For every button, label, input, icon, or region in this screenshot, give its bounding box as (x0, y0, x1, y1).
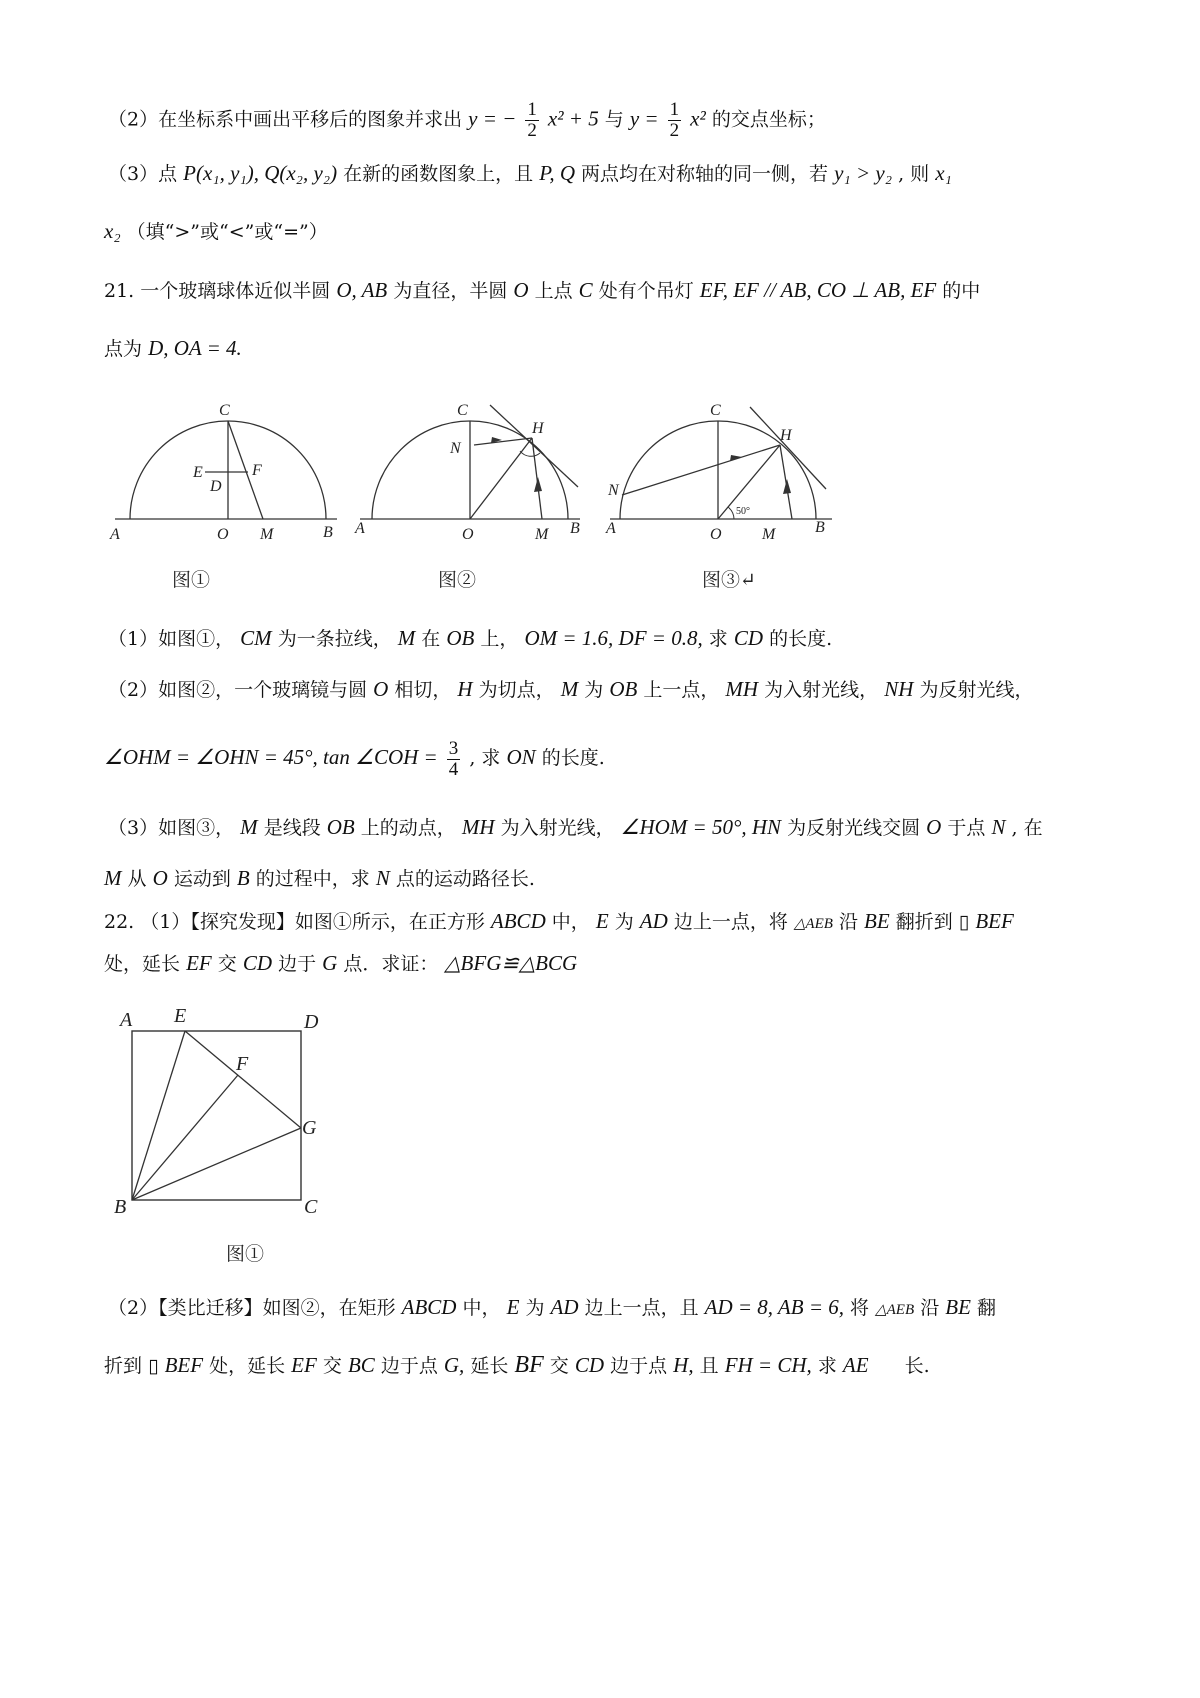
q22-p1-e: E (595, 909, 609, 933)
fig3-label-c: C (710, 402, 721, 419)
fig1-label-e: E (193, 464, 203, 481)
q22-p2-fh: FH = CH, (724, 1353, 812, 1377)
q21-p2-c: 为切点， (478, 679, 555, 701)
fig3-label-h: H (780, 427, 792, 444)
q22-p1-g: 翻折到 (895, 911, 953, 933)
q22-p1-2b: 交 (217, 953, 237, 975)
q21-p2-h2: , 求 (469, 747, 501, 769)
q21-intro-c: 上点 (534, 280, 573, 302)
q22-p1-f: 沿 (838, 911, 858, 933)
q22-p2-a: （2）【类比迁移】如图②，在矩形 (108, 1297, 396, 1319)
q22-p2-2b: 处，延长 (209, 1355, 286, 1377)
q21-intro2-math: D, OA = 4. (148, 336, 242, 360)
q21-p2-f: 为入射光线， (764, 679, 879, 701)
q21-caption-3: 图③↵ (702, 569, 756, 591)
q22-p2-2c: 交 (322, 1355, 342, 1377)
q22-p2-bef: BEF (164, 1353, 204, 1377)
q21-intro-line1 (104, 277, 980, 304)
q22-part1-line2 (104, 950, 577, 977)
q20-p2-frac1: $\frac{1}{2}$ (527, 99, 537, 141)
q22-p1-bef: BEF (975, 909, 1014, 933)
q22-p2-2h: 且 (699, 1355, 719, 1377)
q20-part2 (108, 100, 826, 141)
q22-fig-label-b: B (114, 1196, 127, 1218)
q21-p3-mh: MH (461, 815, 495, 839)
q22-p2-e2: 将 (850, 1297, 870, 1319)
fig1-label-o: O (217, 526, 229, 543)
q21-p3-d: 为入射光线， (500, 817, 615, 839)
q22-p1-d: 边上一点，将 (673, 911, 788, 933)
q21-p3-e: 为反射光线交圆 (787, 817, 921, 839)
q20-p3-text-a: （3）点 (108, 163, 178, 185)
q21-p2-ob: OB (609, 677, 638, 701)
q22-p2-2a: 折到 (104, 1355, 143, 1377)
q22-p2-be: BE (945, 1295, 971, 1319)
q21-p2-d: 为 (584, 679, 604, 701)
q22-p1-2a: 处，延长 (104, 953, 181, 975)
q21-part3-line1 (108, 814, 1043, 841)
q20-p2-frac2: $\frac{1}{2}$ (669, 99, 680, 141)
q22-p1-abcd: ABCD (490, 909, 546, 933)
q22-p1-g2: G (322, 951, 338, 975)
q21-p3-n: N (991, 815, 1006, 839)
q22-fig-label-a: A (120, 1009, 133, 1031)
q21-p3-a: （3）如图③， (108, 817, 235, 839)
q21-intro2-a: 点为 (104, 338, 143, 360)
q21-p1-e: 求 (708, 628, 728, 650)
q22-p1-c: 为 (614, 911, 634, 933)
q21-intro-e: 的中 (942, 280, 981, 302)
fig2-label-m: M (535, 526, 549, 543)
q20-p3-text-b: 在新的函数图象上，且 (343, 163, 534, 185)
q21-part2-line2 (104, 735, 605, 780)
q21-p3-m: M (240, 815, 258, 839)
q22-p2-2g: 边于点 (610, 1355, 668, 1377)
q21-p2-nh: NH (884, 677, 914, 701)
q21-p1-cd: CD (733, 626, 764, 650)
q21-p2-frac: $\frac{3}{4}$ (448, 737, 459, 780)
q21-p3-k: 点的运动路径长. (395, 868, 535, 890)
fig1-label-c: C (219, 402, 230, 419)
fig2-label-b: B (570, 520, 580, 537)
q22-p1-b: 中， (551, 911, 590, 933)
q21-p1-ob: OB (446, 626, 475, 650)
q22-p1-cong: △BFG≌△BCG (444, 951, 578, 975)
q20-p2-and: 与 (604, 108, 624, 131)
q22-p2-hpt: H, (673, 1353, 694, 1377)
q22-fig-label-f: F (236, 1053, 249, 1075)
q21-p3-j: 的过程中，求 (255, 868, 370, 890)
q20-p2-text: （2）在坐标系中画出平移后的图象并求出 (108, 108, 463, 131)
fig3-label-o: O (710, 526, 722, 543)
q22-part1-line1 (104, 908, 1014, 937)
q21-figure-3 (600, 395, 850, 555)
q22-p2-c: 为 (525, 1297, 545, 1319)
q22-caption-1: 图① (226, 1243, 265, 1265)
q21-p1-math: OM = 1.6, DF = 0.8, (524, 626, 703, 650)
q20-part3-line1 (108, 160, 952, 187)
q22-p2-math: AD = 8, AB = 6, (704, 1295, 844, 1319)
q21-p3-o2: O (152, 866, 168, 890)
q21-p3-math: ∠HOM = 50°, HN (620, 815, 782, 839)
fig1-label-d: D (210, 478, 222, 495)
q22-fig-label-d: D (304, 1011, 319, 1033)
q21-part3-line2 (104, 865, 535, 892)
q21-intro-d: 处有个吊灯 (598, 280, 694, 302)
q22-p1-ad: AD (639, 909, 668, 933)
q21-p1-f: 的长度. (769, 628, 833, 650)
q21-p3-f: 于点 (947, 817, 986, 839)
q22-p2-2i: 求 (817, 1355, 837, 1377)
fig2-label-c: C (457, 402, 468, 419)
q21-p1-c: 在 (421, 628, 441, 650)
q21-p3-b2: B (236, 866, 250, 890)
fig1-label-m: M (260, 526, 274, 543)
q22-p2-abcd: ABCD (401, 1295, 457, 1319)
q21-intro-line2 (104, 335, 242, 362)
q22-p2-g: 翻 (976, 1297, 996, 1319)
q22-p1-box: ▯ (958, 911, 970, 933)
q20-p2-eq2-post: x² (690, 106, 706, 131)
q22-p2-bf: BF (514, 1352, 544, 1378)
q22-p2-f: 沿 (920, 1297, 940, 1319)
q21-intro-o: O, AB (336, 278, 388, 302)
q21-p1-b: 为一条拉线， (277, 628, 392, 650)
q22-part2-line1 (108, 1294, 996, 1323)
fig3-label-a: A (606, 520, 616, 537)
q22-p2-d: 边上一点，且 (584, 1297, 699, 1319)
q21-intro-b: 为直径，半圆 (393, 280, 508, 302)
q22-fig-label-g: G (302, 1117, 317, 1139)
q22-p1-cd: CD (242, 951, 273, 975)
q22-p2-bc: BC (347, 1353, 375, 1377)
q20-part3-line2 (104, 218, 328, 245)
q21-p2-on: ON (506, 745, 536, 769)
fig1-label-f: F (252, 462, 262, 479)
q22-p2-ae: AE (842, 1353, 869, 1377)
q22-p2-gpt: G, (443, 1353, 465, 1377)
q21-figure-1 (105, 395, 355, 555)
q22-p2-2e: 延长 (470, 1355, 509, 1377)
q20-p3-pq: P, Q (539, 161, 575, 185)
q22-part2-line2 (104, 1352, 930, 1379)
q20-p2-eq2: y = (629, 106, 659, 131)
q21-p2-a: （2）如图②，一个玻璃镜与圆 (108, 679, 368, 701)
q21-p2-math: ∠OHM = ∠OHN = 45°, tan ∠COH = (104, 745, 438, 769)
q22-p2-b: 中， (462, 1297, 501, 1319)
q21-intro-ef: EF, EF // AB, CO ⊥ AB, EF (699, 278, 937, 302)
q22-figure-1 (108, 1005, 338, 1228)
q21-intro-o2: O (513, 278, 529, 302)
fig2-label-o: O (462, 526, 474, 543)
q22-p2-ef: EF (291, 1353, 317, 1377)
q22-p2-tri: △AEB (875, 1302, 915, 1318)
q21-p2-i: 的长度. (541, 747, 605, 769)
q20-p3-text-d: , 则 (898, 163, 930, 185)
q21-caption-2: 图② (438, 569, 477, 591)
q21-p3-i: 运动到 (173, 868, 231, 890)
q21-figure-2 (352, 395, 602, 555)
q21-caption-1: 图① (172, 569, 211, 591)
q21-p3-n2: N (375, 866, 390, 890)
q21-p2-e: 上一点， (643, 679, 720, 701)
q20-p2-eq1: y = − (468, 106, 517, 131)
q21-p2-g: 为反射光线， (919, 679, 1034, 701)
q21-p3-ob: OB (326, 815, 355, 839)
fig3-label-b: B (815, 519, 825, 536)
q21-p3-b: 是线段 (263, 817, 321, 839)
fig3-label-n: N (608, 482, 619, 499)
q22-p1-2c: 边于 (278, 953, 317, 975)
q21-p1-cm: CM (240, 626, 272, 650)
q21-p1-d: 上， (480, 628, 519, 650)
q20-p3-text-e: （填“>”或“<”或“=”） (126, 221, 328, 243)
q22-p2-2j: 长. (904, 1355, 930, 1377)
q20-p3-cond: y₁ > y₂ (834, 161, 893, 185)
q21-part2-line1 (108, 676, 1033, 703)
q21-p2-mh: MH (725, 677, 759, 701)
q20-p2-end: 的交点坐标； (711, 108, 826, 131)
q22-p1-ef: EF (186, 951, 212, 975)
fig3-label-angle: 50° (736, 506, 750, 517)
q21-intro-c2: C (578, 278, 593, 302)
q22-p1-2d: 点．求证： (343, 953, 439, 975)
fig1-label-b: B (323, 524, 333, 541)
q22-p1-be: BE (864, 909, 890, 933)
q21-p3-o: O (926, 815, 942, 839)
q21-p3-g: , 在 (1011, 817, 1043, 839)
q21-p2-m: M (560, 677, 579, 701)
q22-p2-2d: 边于点 (380, 1355, 438, 1377)
q21-p2-o: O (373, 677, 389, 701)
q20-p3-x2: x₂ (104, 219, 121, 243)
q22-fig-label-e: E (174, 1005, 187, 1027)
q22-p2-2f: 交 (549, 1355, 569, 1377)
q22-p1-tri: △AEB (793, 916, 833, 932)
q22-p2-cd: CD (574, 1353, 605, 1377)
q20-p3-x1: x₁ (935, 161, 952, 185)
q21-p2-h: H (457, 677, 473, 701)
q21-p3-c: 上的动点， (360, 817, 456, 839)
q21-p1-a: （1）如图①， (108, 628, 235, 650)
q21-p2-b: 相切， (394, 679, 452, 701)
q21-p1-m: M (397, 626, 416, 650)
q21-p3-h: 从 (127, 868, 147, 890)
fig2-label-h: H (532, 420, 544, 437)
fig1-label-a: A (110, 526, 120, 543)
fig2-label-n: N (450, 440, 461, 457)
fig3-label-m: M (762, 526, 776, 543)
q22-p1-a: 22. （1）【探究发现】如图①所示，在正方形 (104, 911, 485, 933)
fig2-label-a: A (355, 520, 365, 537)
q20-p3-points: P(x₁, y₁), Q(x₂, y₂) (183, 161, 338, 185)
q22-fig-label-c: C (304, 1196, 318, 1218)
q21-intro-a: 21. 一个玻璃球体近似半圆 (104, 280, 331, 302)
q20-p3-text-c: 两点均在对称轴的同一侧，若 (581, 163, 829, 185)
q21-p3-line2-m: M (104, 866, 122, 890)
q22-p2-ad: AD (550, 1295, 579, 1319)
q20-p2-eq1-post: x² + 5 (547, 106, 599, 131)
q22-p2-box: ▯ (148, 1355, 159, 1377)
q22-p2-e: E (506, 1295, 520, 1319)
q21-part1 (108, 625, 832, 652)
